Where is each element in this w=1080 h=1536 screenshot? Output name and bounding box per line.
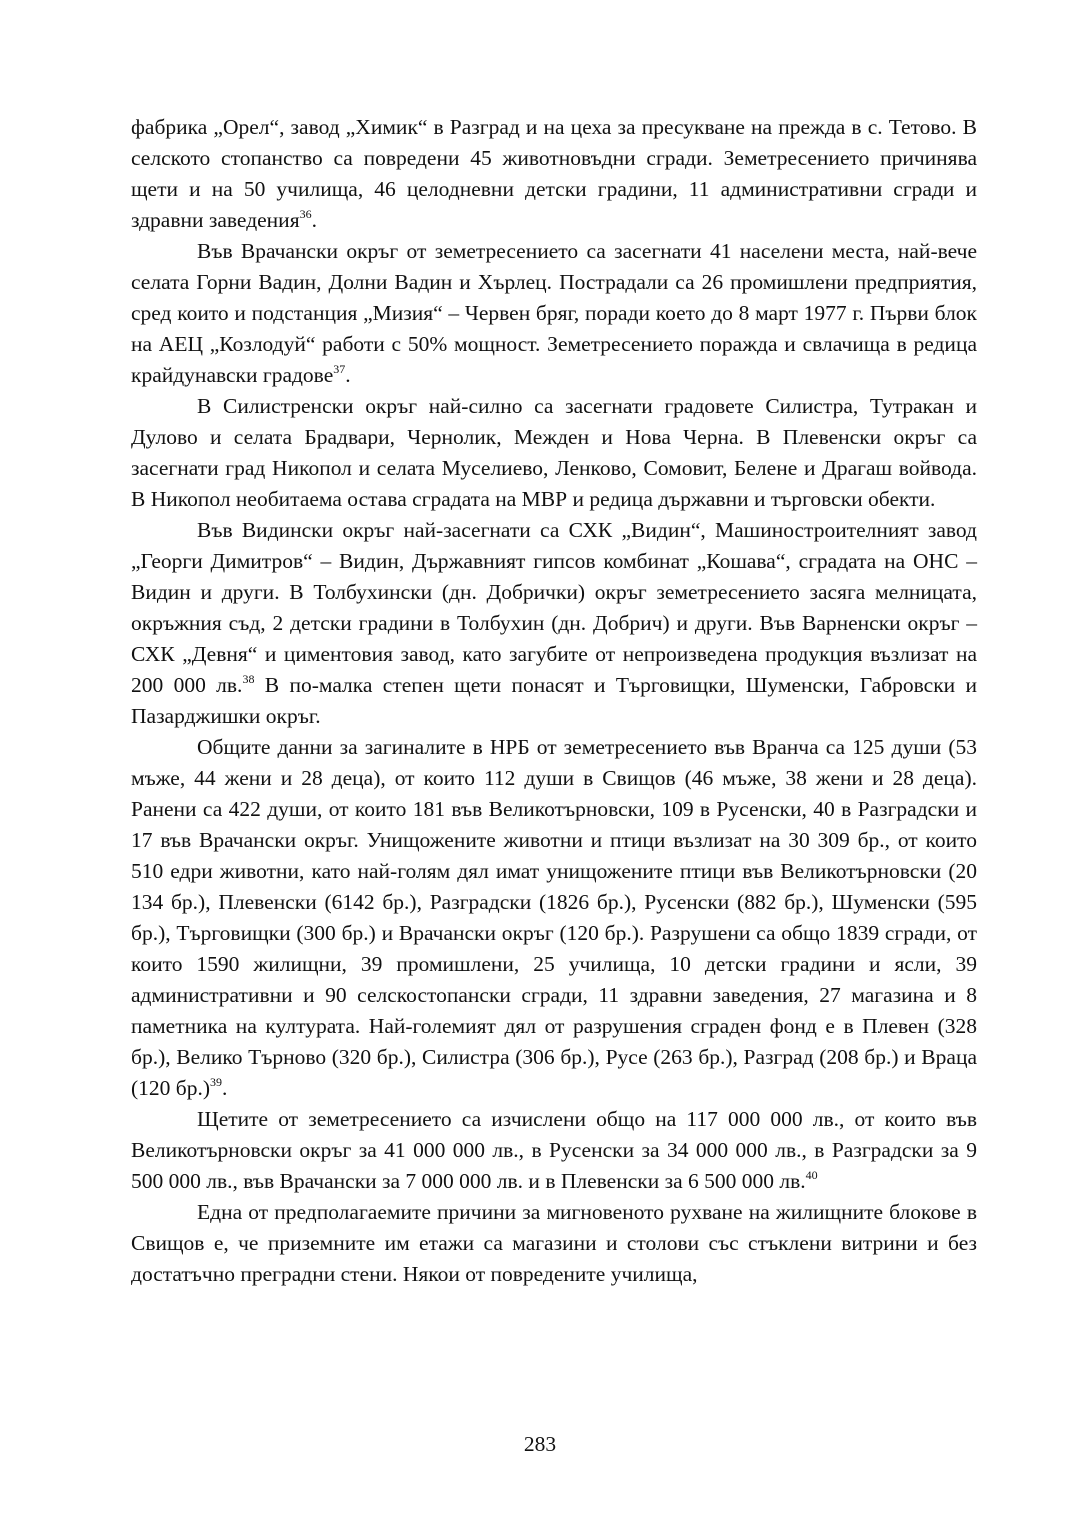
paragraph-7-text: Една от предполагаемите причини за мигновеното рухване на жилищните блокове в Свищов е, че приземните им етажи са магазини и столови със стъклени витрини и без достатъчно преградни стени. Някои от повредените училища, xyxy=(131,1200,977,1286)
paragraph-4 xyxy=(131,515,977,732)
paragraph-5-tail: . xyxy=(222,1076,228,1100)
paragraph-7 xyxy=(131,1197,977,1290)
page-body xyxy=(131,112,977,1290)
paragraph-2 xyxy=(131,236,977,391)
page-number: 283 xyxy=(523,1432,557,1456)
footnote-ref-38[interactable]: 38 xyxy=(242,671,255,686)
paragraph-5-text: Общите данни за загиналите в НРБ от земетресението във Вранча са 125 души (53 мъже, 44 жени и 28 деца), от които 112 души в Свищов (46 мъже, 38 жени и 28 деца). Ранени са 422 души, от които 181 във Великотърновски, 109 в Русенски, 40 в Разградски и 17 във Врачански окръг. Унищожените животни и птици възлизат на 30 309 бр., от които 510 едри животни, като най-голям дял имат унищожените птици във Великотърновски (20 134 бр.), Плевенски (6142 бр.), Разградски (1826 бр.), Русенски (882 бр.), Шуменски (595 бр.), Търговищки (300 бр.) и Врачански окръг (120 бр.). Разрушени са общо 1839 сгради, от които 1590 жилищни, 39 промишлени, 25 училища, 10 детски градини и ясли, 39 административни и 90 селскостопански сгради, 11 здравни заведения, 27 магазина и 8 паметника на културата. Най-големият дял от разрушения сграден фонд е в Плевен (328 бр.), Велико Търново (320 бр.), Силистра (306 бр.), Русе (263 бр.), Разград (208 бр.) и Враца (120 бр.) xyxy=(131,735,977,1100)
paragraph-3 xyxy=(131,391,977,515)
paragraph-1-tail: . xyxy=(311,208,317,232)
paragraph-4-text: Във Видински окръг най-засегнати са СХК „Видин“, Машиностроителният завод „Георги Димитров“ – Видин, Държавният гипсов комбинат „Кошава“, сградата на ОНС – Видин и други. В Толбухински (дн. Добрички) окръг земетресението засяга мелницата, окръжния съд, 2 детски градини в Толбухин (дн. Добрич) и други. Във Варненски окръг – СХК „Девня“ и циментовия завод, като загубите от непроизведена продукция възлизат на 200 000 лв. xyxy=(131,518,977,697)
paragraph-2-tail: . xyxy=(345,363,351,387)
paragraph-6-text: Щетите от земетресението са изчислени общо на 117 000 000 лв., от които във Великотърновски окръг за 41 000 000 лв., в Русенски за 34 000 000 лв., в Разградски за 9 500 000 лв., във Врачански за 7 000 000 лв. и в Плевенски за 6 500 000 лв. xyxy=(131,1107,977,1193)
paragraph-4-tail: В по-малка степен щети понасят и Търговищки, Шуменски, Габровски и Пазарджишки окръг. xyxy=(131,673,977,728)
footnote-ref-40[interactable]: 40 xyxy=(805,1167,818,1182)
footnote-ref-37[interactable]: 37 xyxy=(333,361,346,376)
paragraph-3-text: В Силистренски окръг най-силно са засегнати градовете Силистра, Тутракан и Дулово и селата Брадвари, Чернолик, Межден и Нова Черна. В Плевенски окръг са засегнати град Никопол и селата Муселиево, Ленково, Сомовит, Белене и Драгаш войвода. В Никопол необитаема остава сградата на МВР и редица държавни и търговски обекти. xyxy=(131,394,977,511)
paragraph-1-text: фабрика „Орел“, завод „Химик“ в Разград и на цеха за пресукване на прежда в с. Тетово. В селското стопанство са повредени 45 животновъдни сгради. Земетресението причинява щети и на 50 училища, 46 целодневни детски градини, 11 административни сгради и здравни заведения xyxy=(131,115,977,232)
footnote-ref-36[interactable]: 36 xyxy=(299,206,312,221)
paragraph-1 xyxy=(131,112,977,236)
paragraph-5 xyxy=(131,732,977,1104)
footnote-ref-39[interactable]: 39 xyxy=(210,1074,223,1089)
paragraph-2-text: Във Врачански окръг от земетресението са засегнати 41 населени места, най-вече селата Горни Вадин, Долни Вадин и Хърлец. Пострадали са 26 промишлени предприятия, сред които и подстанция „Мизия“ – Червен бряг, поради което до 8 март 1977 г. Първи блок на АЕЦ „Козлодуй“ работи с 50% мощност. Земетресението поражда и свлачища в редица крайдунавски градове xyxy=(131,239,977,387)
paragraph-6 xyxy=(131,1104,977,1197)
